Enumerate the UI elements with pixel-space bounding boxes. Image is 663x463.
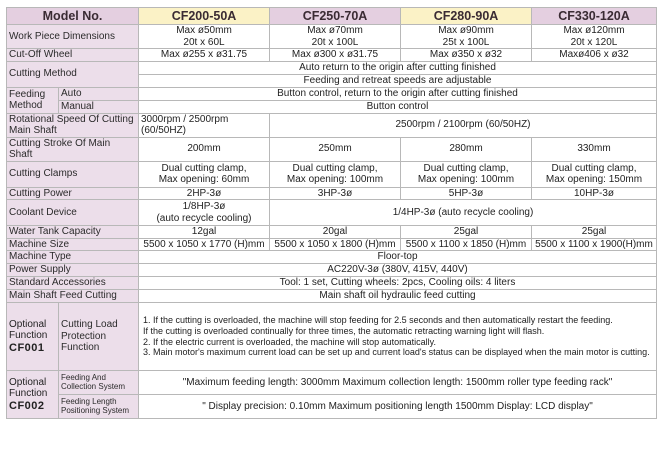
feeding-auto-value: Button control, return to the origin after cutting finished	[139, 87, 657, 100]
cf001-function-label: Cutting Load Protection Function	[59, 303, 139, 371]
cutoff-wheel-cf250: Max ø300 x ø31.75	[270, 49, 401, 62]
work-piece-cf280: Max ø90mm 25t x 100L	[401, 25, 532, 49]
row-option-cf002-positioning	[7, 395, 657, 419]
cutting-method-label: Cutting Method	[7, 61, 139, 87]
machine-size-cf250: 5500 x 1050 x 1800 (H)mm	[270, 238, 401, 251]
cutting-power-cf200: 2HP-3ø	[139, 187, 270, 200]
cutting-power-cf280: 5HP-3ø	[401, 187, 532, 200]
row-machine-size	[7, 238, 657, 251]
rotational-speed-cf200: 3000rpm / 2500rpm (60/50HZ)	[139, 113, 270, 137]
cutting-power-label: Cutting Power	[7, 187, 139, 200]
water-tank-cf330: 25gal	[532, 226, 657, 239]
row-feeding-auto	[7, 87, 657, 100]
cutoff-wheel-cf280: Max ø350 x ø32	[401, 49, 532, 62]
cf001-notes	[139, 303, 657, 371]
row-power-supply	[7, 264, 657, 277]
cutoff-wheel-cf330: Maxø406 x ø32	[532, 49, 657, 62]
water-tank-cf250: 20gal	[270, 226, 401, 239]
machine-size-cf280: 5500 x 1100 x 1850 (H)mm	[401, 238, 532, 251]
rotational-speed-rest: 2500rpm / 2100rpm (60/50HZ)	[270, 113, 657, 137]
feed-cutting-value: Main shaft oil hydraulic feed cutting	[139, 290, 657, 303]
cutting-power-cf250: 3HP-3ø	[270, 187, 401, 200]
machine-size-cf330: 5500 x 1100 x 1900(H)mm	[532, 238, 657, 251]
cutting-clamps-label: Cutting Clamps	[7, 161, 139, 187]
feed-cutting-label: Main Shaft Feed Cutting	[7, 290, 139, 303]
cutting-method-line-1: Auto return to the origin after cutting finished	[139, 61, 657, 74]
spec-table-wrapper	[6, 7, 656, 419]
machine-size-label: Machine Size	[7, 238, 139, 251]
coolant-rest: 1/4HP-3ø (auto recycle cooling)	[270, 200, 657, 226]
cf001-note-3: 3. Main motor's maximum current load can be set up and current load's status can be displayed when the main motor is cutting.	[143, 347, 650, 358]
cf001-note-1: 1. If the cutting is overloaded, the machine will stop feeding for 2.5 seconds and then automatically restart the feeding.	[143, 314, 613, 325]
row-cutting-method-1	[7, 61, 657, 74]
option-cf001-label: Optional Function CF001	[7, 303, 59, 371]
water-tank-cf200: 12gal	[139, 226, 270, 239]
row-coolant	[7, 200, 657, 226]
row-cutting-clamps	[7, 161, 657, 187]
cutting-stroke-label: Cutting Stroke Of Main Shaft	[7, 137, 139, 161]
cutting-clamps-cf200: Dual cutting clamp, Max opening: 60mm	[139, 161, 270, 187]
row-cutting-power	[7, 187, 657, 200]
accessories-label: Standard Accessories	[7, 277, 139, 290]
row-option-cf001	[7, 303, 657, 371]
cutting-stroke-cf280: 280mm	[401, 137, 532, 161]
feeding-method-label: Feeding Method	[7, 87, 59, 113]
machine-size-cf200: 5500 x 1050 x 1770 (H)mm	[139, 238, 270, 251]
feeding-auto-label: Auto	[59, 87, 139, 100]
row-accessories	[7, 277, 657, 290]
coolant-label: Coolant Device	[7, 200, 139, 226]
cutting-power-cf330: 10HP-3ø	[532, 187, 657, 200]
coolant-cf200: 1/8HP-3ø (auto recycle cooling)	[139, 200, 270, 226]
model-cf200: CF200-50A	[139, 8, 270, 25]
cutting-clamps-cf330: Dual cutting clamp, Max opening: 150mm	[532, 161, 657, 187]
power-supply-value: AC220V-3ø (380V, 415V, 440V)	[139, 264, 657, 277]
row-work-piece	[7, 25, 657, 49]
work-piece-cf200: Max ø50mm 20t x 60L	[139, 25, 270, 49]
row-cutting-stroke	[7, 137, 657, 161]
power-supply-label: Power Supply	[7, 264, 139, 277]
cf002-feeding-label: Feeding And Collection System	[59, 371, 139, 395]
row-rotational-speed	[7, 113, 657, 137]
option-cf002-label: Optional Function CF002	[7, 371, 59, 419]
rotational-speed-label: Rotational Speed Of Cutting Main Shaft	[7, 113, 139, 137]
feeding-manual-value: Button control	[139, 100, 657, 113]
row-water-tank	[7, 226, 657, 239]
cf002-positioning-value: " Display precision: 0.10mm Maximum positioning length 1500mm Display: LCD display"	[139, 395, 657, 419]
header-row	[7, 8, 657, 25]
water-tank-cf280: 25gal	[401, 226, 532, 239]
water-tank-label: Water Tank Capacity	[7, 226, 139, 239]
cf002-positioning-label: Feeding Length Positioning System	[59, 395, 139, 419]
row-option-cf002-feeding	[7, 371, 657, 395]
cutting-clamps-cf250: Dual cutting clamp, Max opening: 100mm	[270, 161, 401, 187]
feeding-manual-label: Manual	[59, 100, 139, 113]
cf002-feeding-value: "Maximum feeding length: 3000mm Maximum collection length: 1500mm roller type feeding rack"	[139, 371, 657, 395]
machine-type-value: Floor-top	[139, 251, 657, 264]
cf001-note-1b: If the cutting is overloaded continually for three times, the automatic retracting warning light will flash.	[143, 325, 545, 336]
cutting-clamps-cf280: Dual cutting clamp, Max opening: 100mm	[401, 161, 532, 187]
cutting-stroke-cf250: 250mm	[270, 137, 401, 161]
row-machine-type	[7, 251, 657, 264]
model-cf280: CF280-90A	[401, 8, 532, 25]
row-cutoff-wheel	[7, 49, 657, 62]
row-feeding-manual	[7, 100, 657, 113]
cutting-stroke-cf200: 200mm	[139, 137, 270, 161]
machine-type-label: Machine Type	[7, 251, 139, 264]
cf001-note-2: 2. If the electric current is overloaded, the machine will stop automatically.	[143, 336, 436, 347]
work-piece-label: Work Piece Dimensions	[7, 25, 139, 49]
cutting-method-line-2: Feeding and retreat speeds are adjustable	[139, 74, 657, 87]
model-cf330: CF330-120A	[532, 8, 657, 25]
work-piece-cf250: Max ø70mm 20t x 100L	[270, 25, 401, 49]
cutoff-wheel-label: Cut-Off Wheel	[7, 49, 139, 62]
cutting-stroke-cf330: 330mm	[532, 137, 657, 161]
model-label: Model No.	[7, 8, 139, 25]
model-cf250: CF250-70A	[270, 8, 401, 25]
work-piece-cf330: Max ø120mm 20t x 120L	[532, 25, 657, 49]
accessories-value: Tool: 1 set, Cutting wheels: 2pcs, Cooling oils: 4 liters	[139, 277, 657, 290]
spec-table	[6, 7, 657, 419]
cutoff-wheel-cf200: Max ø255 x ø31.75	[139, 49, 270, 62]
row-feed-cutting	[7, 290, 657, 303]
